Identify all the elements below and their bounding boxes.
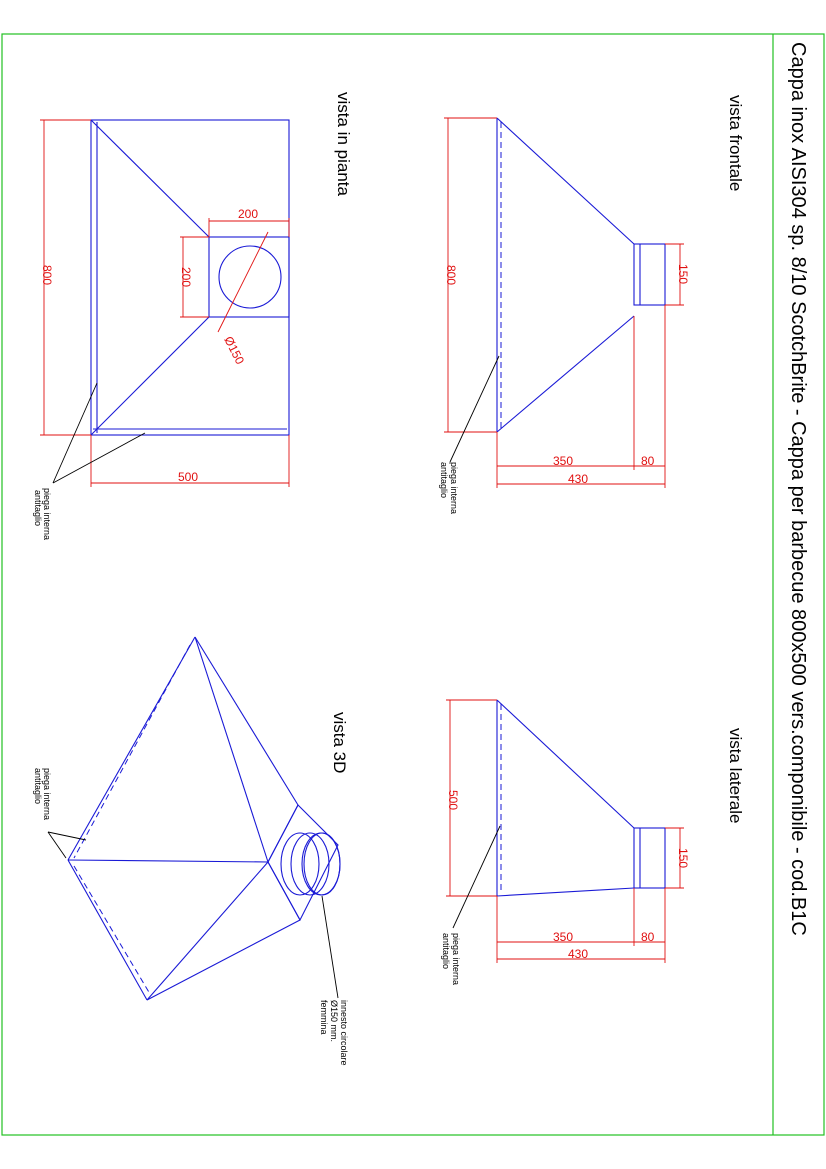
drawing-title: Cappa inox AISI304 sp. 8/10 ScotchBrite - Cappa per barbecue 800x500 vers.componibile - cod.B1C (787, 42, 809, 936)
front-dim-350: 350 (553, 454, 574, 468)
front-slope-top (497, 118, 634, 244)
plan-dim-500: 500 (178, 470, 199, 484)
side-note-line1: piega interna (451, 933, 461, 986)
plan-dim-200b: 200 (179, 267, 193, 288)
plan-note-leader-1 (53, 383, 97, 483)
hood3d-fold-2 (74, 866, 150, 994)
hood3d-note-leader-1 (48, 832, 66, 858)
hood3d-collar-face (268, 805, 338, 920)
sheet-frame (2, 34, 824, 1135)
view-label-plan: vista in pianta (334, 92, 353, 196)
hood3d-edge-1 (68, 637, 195, 860)
plan-outlet-circle (219, 246, 281, 308)
view-label-3d: vista 3D (330, 712, 349, 774)
plan-note-leader-2 (53, 433, 145, 483)
front-note-line2: antitaglio (439, 462, 449, 499)
plan-dim-800: 800 (40, 265, 54, 286)
plan-dim-200a: 200 (238, 207, 259, 221)
plan-dim-d150: Ø150 (221, 334, 248, 367)
hood3d-spigot-ring-1 (281, 833, 319, 895)
front-slope-bottom (497, 316, 634, 432)
hood3d-ridge-back (195, 637, 268, 862)
plan-note-line2: antitaglio (33, 490, 43, 527)
plan-note-line1: piega interna (42, 488, 52, 541)
hood3d-innesto-line3: femmina (319, 1000, 329, 1035)
front-dim-430: 430 (568, 472, 589, 486)
side-note-line2: antitaglio (441, 933, 451, 970)
side-slope-top (497, 700, 634, 828)
front-collar (634, 244, 665, 305)
front-dim-800: 800 (444, 265, 458, 286)
hood3d-note-line1: piega interna (42, 768, 52, 821)
hood3d-note-leader-2 (48, 832, 86, 840)
front-note-leader (450, 356, 499, 462)
hood3d-note-line2: antitaglio (33, 768, 43, 805)
side-dim-500: 500 (446, 790, 460, 811)
frame-border (2, 34, 824, 1135)
hood3d-line-mid (68, 860, 268, 862)
side-note-leader (453, 826, 500, 928)
front-note-line1: piega interna (449, 462, 459, 515)
view-label-front: vista frontale (726, 95, 745, 192)
side-slope-bottom (497, 888, 634, 896)
side-dim-150: 150 (676, 848, 690, 869)
view-3d (33, 637, 349, 1066)
hood3d-edge-2 (68, 860, 147, 1000)
hood3d-innesto-line1: innesto circolare (339, 1000, 349, 1066)
side-dim-80: 80 (641, 930, 655, 944)
plan-outlet-square (209, 237, 289, 317)
side-dim-350: 350 (553, 930, 574, 944)
hood3d-edge-4 (147, 920, 300, 1000)
hood3d-innesto-line2: Ø150 mm. (329, 1000, 339, 1043)
hood3d-spigot-ring-2 (291, 833, 329, 895)
hood3d-innesto-leader (322, 896, 338, 998)
view-front (439, 95, 745, 514)
side-dim-430: 430 (568, 947, 589, 961)
view-label-side: vista laterale (726, 728, 745, 824)
hood3d-ridge-front (147, 862, 268, 1000)
hood3d-spigot-outlet (304, 833, 340, 895)
hood3d-edge-3 (195, 637, 298, 805)
front-dim-150: 150 (676, 264, 690, 285)
view-plan (33, 92, 353, 540)
plan-diagonal-top (91, 120, 209, 237)
side-collar (634, 828, 665, 888)
plan-diagonal-bottom (91, 317, 209, 435)
front-dim-80: 80 (641, 454, 655, 468)
view-side (441, 700, 745, 985)
